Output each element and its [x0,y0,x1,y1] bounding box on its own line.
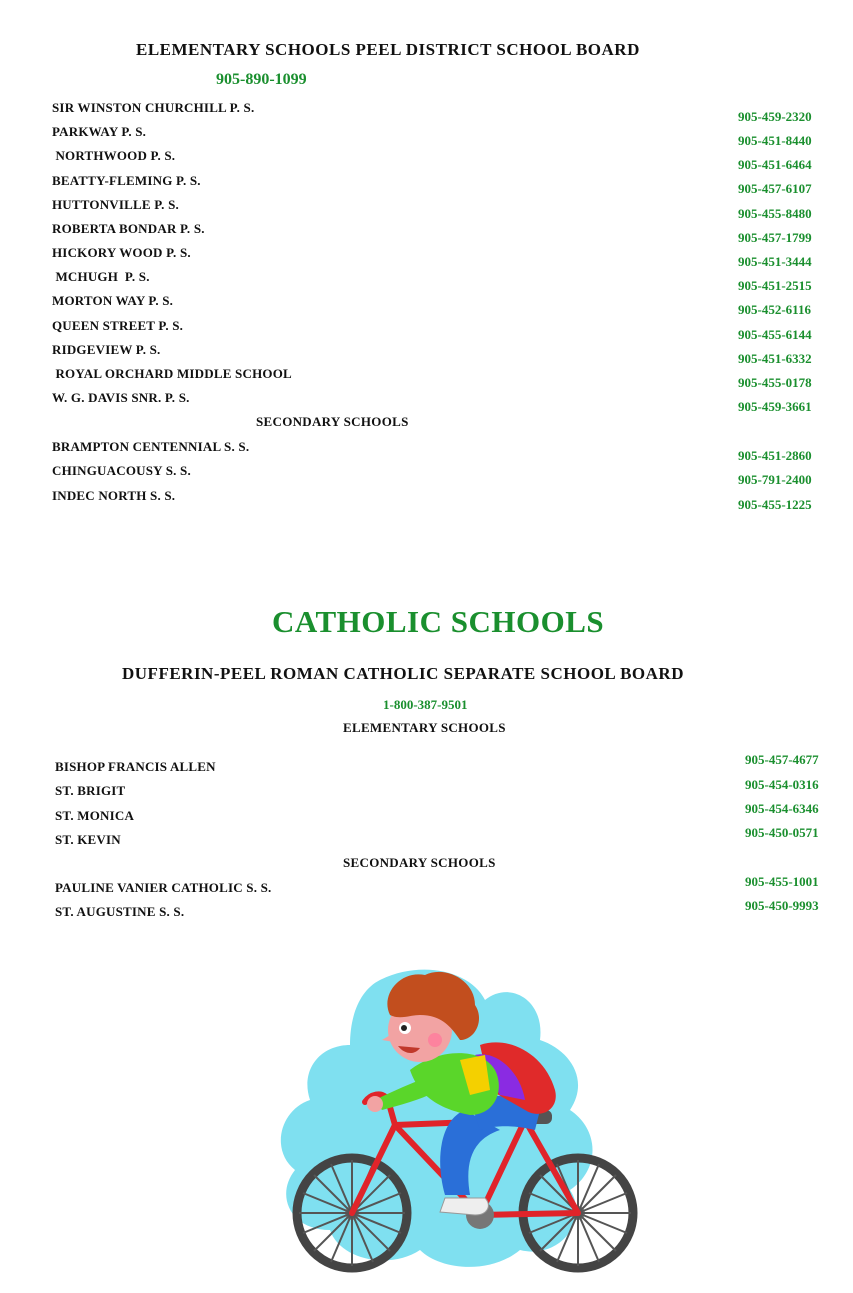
school-phone: 905-451-8440 [738,133,812,148]
school-phone: 905-452-6116 [738,302,811,317]
school-name: ST. KEVIN [55,832,121,847]
school-name: ROYAL ORCHARD MIDDLE SCHOOL [52,366,292,381]
school-name: ROBERTA BONDAR P. S. [52,221,205,236]
school-phone: 905-450-0571 [745,825,819,840]
boy-on-bicycle-icon [270,960,670,1280]
school-phone: 905-791-2400 [738,472,812,487]
school-phone: 905-451-3444 [738,254,812,269]
school-phone: 905-455-1225 [738,497,812,512]
school-phone: 905-457-1799 [738,230,812,245]
school-phone: 905-451-2860 [738,448,812,463]
catholic-board-phone: 1-800-387-9501 [383,697,468,712]
catholic-elementary-heading: ELEMENTARY SCHOOLS [343,720,506,735]
school-phone: 905-454-0316 [745,777,819,792]
school-name: W. G. DAVIS SNR. P. S. [52,390,190,405]
school-name: ST. MONICA [55,808,135,823]
school-phone: 905-451-2515 [738,278,812,293]
school-name: PARKWAY P. S. [52,124,147,139]
peel-board-title: ELEMENTARY SCHOOLS PEEL DISTRICT SCHOOL BOARD [136,40,640,59]
school-name: ST. BRIGIT [55,783,126,798]
peel-board-phone: 905-890-1099 [216,71,307,88]
school-phone: 905-451-6464 [738,157,812,172]
school-name: INDEC NORTH S. S. [52,488,176,503]
school-name: PAULINE VANIER CATHOLIC S. S. [55,880,272,895]
school-phone: 905-459-3661 [738,399,812,414]
school-name: HICKORY WOOD P. S. [52,245,191,260]
school-phone: 905-455-8480 [738,206,812,221]
school-name: ST. AUGUSTINE S. S. [55,904,185,919]
catholic-secondary-heading: SECONDARY SCHOOLS [343,855,496,870]
school-name: BRAMPTON CENTENNIAL S. S. [52,439,250,454]
school-name: BISHOP FRANCIS ALLEN [55,759,216,774]
peel-secondary-heading: SECONDARY SCHOOLS [256,414,409,429]
school-name: BEATTY-FLEMING P. S. [52,173,201,188]
school-name: RIDGEVIEW P. S. [52,342,161,357]
school-name: NORTHWOOD P. S. [52,148,176,163]
school-name: CHINGUACOUSY S. S. [52,463,191,478]
school-phone: 905-455-0178 [738,375,812,390]
school-phone: 905-451-6332 [738,351,812,366]
school-phone: 905-450-9993 [745,898,819,913]
school-phone: 905-457-4677 [745,752,819,767]
school-name: MORTON WAY P. S. [52,293,174,308]
school-phone: 905-457-6107 [738,181,812,196]
school-name: MCHUGH P. S. [52,269,150,284]
catholic-schools-title: CATHOLIC SCHOOLS [272,604,605,639]
school-phone: 905-454-6346 [745,801,819,816]
school-phone: 905-459-2320 [738,109,812,124]
school-phone: 905-455-6144 [738,327,812,342]
school-name: QUEEN STREET P. S. [52,318,184,333]
school-name: SIR WINSTON CHURCHILL P. S. [52,100,255,115]
school-phone: 905-455-1001 [745,874,819,889]
catholic-board-title: DUFFERIN-PEEL ROMAN CATHOLIC SEPARATE SCHOOL BOARD [122,664,684,683]
school-name: HUTTONVILLE P. S. [52,197,179,212]
